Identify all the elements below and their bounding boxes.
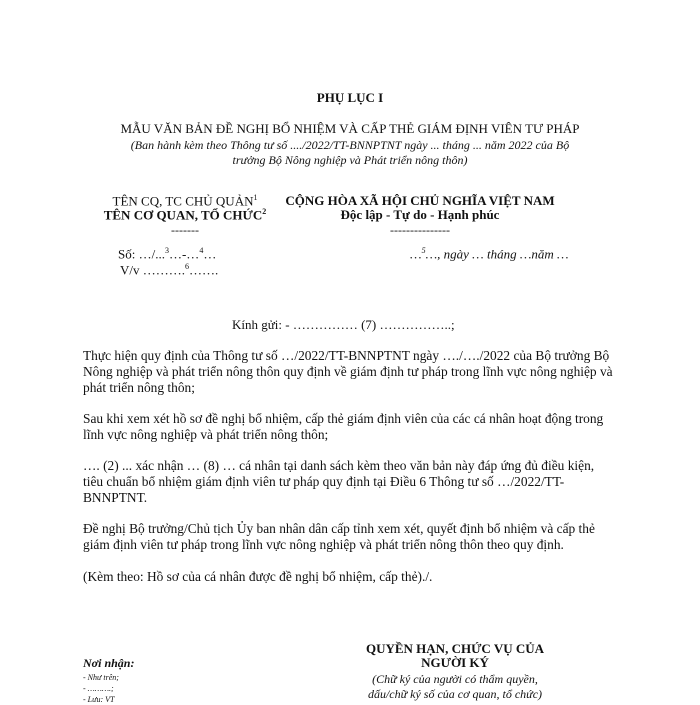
paragraph-4: Đề nghị Bộ trưởng/Chủ tịch Ủy ban nhân dân cấp tỉnh xem xét, quyết định bổ nhiệm và cấp thẻ giám định viên tư pháp trong lĩnh vực nông nghiệp và phát triển nông thôn theo quy định. [83, 521, 595, 552]
signature-note-1: (Chữ ký của người có thẩm quyền, [372, 672, 538, 686]
recipient-item: - Như trên; [83, 673, 119, 682]
signer-title: NGƯỜI KÝ [421, 655, 489, 670]
recipient-item: - ……….; [83, 684, 114, 693]
left-divider: ------- [171, 223, 199, 237]
national-title: CỘNG HÒA XÃ HỘI CHỦ NGHĨA VIỆT NAM [285, 193, 555, 208]
footnote-ref: 3 [164, 246, 169, 255]
footnote-ref: 5 [421, 246, 426, 255]
subject-line [120, 262, 218, 278]
number-part: … [203, 246, 217, 262]
date-part: …, ngày … tháng …năm … [425, 246, 569, 262]
place-date-line [410, 246, 569, 262]
recipient-item: - Lưu: VT [83, 695, 115, 704]
recipients-list [83, 672, 119, 705]
paragraph-5: (Kèm theo: Hồ sơ của cá nhân được đề nghị bổ nhiệm, cấp thẻ)./. [83, 569, 433, 584]
greeting: Kính gửi: - …………… (7) ……………..; [232, 317, 455, 332]
footnote-ref: 2 [262, 207, 267, 216]
place-part: … [410, 246, 422, 262]
footnote-ref: 4 [199, 246, 204, 255]
paragraph-2: Sau khi xem xét hồ sơ đề nghị bổ nhiệm, cấp thẻ giám định viên của các cá nhân hoạt động trong lĩnh vực nông nghiệp và phát triển nông thôn; [83, 411, 604, 442]
recipients-heading: Nơi nhận: [83, 656, 135, 670]
signature-note-2: dấu/chữ ký số của cơ quan, tổ chức) [367, 687, 543, 701]
signer-position: QUYỀN HẠN, CHỨC VỤ CỦA [365, 641, 545, 656]
agency-label: TÊN CƠ QUAN, TỔ CHỨC [103, 207, 263, 223]
paragraph-1: Thực hiện quy định của Thông tư số …/2022/TT-BNNPTNT ngày …./…./2022 của Bộ trưởng Bộ Nông nghiệp và phát triển nông thôn quy định về giám định tư pháp trong lĩnh vực nông nghiệp và phát triển nông thôn; [83, 348, 613, 395]
appendix-title: PHỤ LỤC I [316, 90, 384, 105]
footnote-ref: 6 [185, 262, 189, 271]
agency-name [85, 207, 285, 223]
right-divider: --------------- [390, 223, 450, 237]
parent-agency-label: TÊN CQ, TC CHỦ QUẢN [112, 193, 254, 209]
document-number [118, 246, 216, 262]
issued-by-line-2: trưởng Bộ Nông nghiệp và Phát triển nông thôn) [232, 153, 468, 167]
subject-part: ……. [189, 262, 219, 278]
number-part: …-… [168, 246, 200, 262]
number-part: Số: …/... [118, 246, 165, 262]
issued-by-line-1: (Ban hành kèm theo Thông tư số ..../2022/TT-BNNPTNT ngày ... tháng ... năm 2022 của Bộ [130, 138, 570, 152]
form-title: MẪU VĂN BẢN ĐỀ NGHỊ BỔ NHIỆM VÀ CẤP THẺ GIÁM ĐỊNH VIÊN TƯ PHÁP [120, 121, 580, 136]
national-motto: Độc lập - Tự do - Hạnh phúc [340, 207, 500, 222]
subject-part: V/v ………. [120, 262, 185, 278]
paragraph-3: …. (2) ... xác nhận … (8) … cá nhân tại danh sách kèm theo văn bản này đáp ứng đủ điều kiện, tiêu chuẩn bổ nhiệm giám định viên tư pháp quy định tại Điều 6 Thông tư số …/2022/TT-BNNPTNT. [83, 458, 595, 505]
footnote-ref: 1 [253, 193, 258, 202]
